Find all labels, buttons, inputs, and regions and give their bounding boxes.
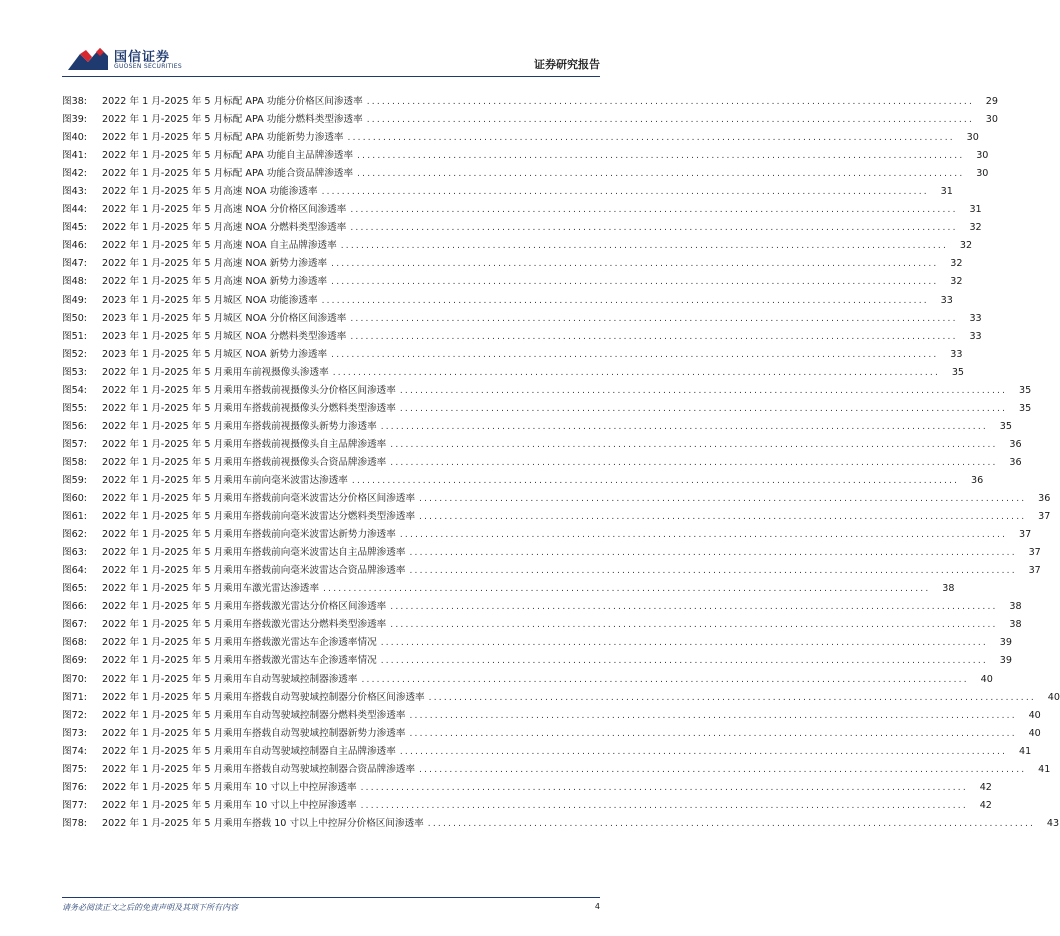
toc-entry[interactable] bbox=[62, 815, 1060, 833]
toc-figure-title: 2022 年 1 月-2025 年 5 月乘用车前视摄像头渗透率 bbox=[102, 366, 329, 378]
toc-dot-leader: ........................................................................................................................ bbox=[332, 367, 941, 378]
toc-page-number: 30 bbox=[966, 132, 979, 144]
toc-figure-title: 2022 年 1 月-2025 年 5 月乘用车前向毫米波雷达渗透率 bbox=[102, 475, 348, 486]
toc-entry[interactable] bbox=[62, 328, 982, 346]
toc-figure-number: 图74: bbox=[62, 745, 88, 757]
toc-figure-number: 图52: bbox=[62, 348, 88, 360]
toc-dot-leader: ........................................................................................................................ bbox=[419, 512, 1027, 523]
toc-dot-leader: ........................................................................................................................ bbox=[350, 205, 958, 216]
toc-page-number: 40 bbox=[1028, 709, 1041, 721]
toc-page-number: 32 bbox=[969, 222, 982, 234]
toc-page-number: 36 bbox=[1009, 438, 1022, 450]
toc-page-number: 38 bbox=[942, 583, 955, 595]
toc-figure-number: 图46: bbox=[62, 240, 88, 252]
toc-entry[interactable] bbox=[62, 310, 982, 328]
toc-figure-title: 2022 年 1 月-2025 年 5 月高速 NOA 分价格区间渗透率 bbox=[102, 204, 347, 216]
toc-dot-leader: ........................................................................................................................ bbox=[409, 548, 1017, 559]
toc-figure-number: 图66: bbox=[62, 601, 88, 613]
toc-figure-title: 2022 年 1 月-2025 年 5 月标配 APA 功能新势力渗透率 bbox=[102, 132, 344, 144]
toc-dot-leader: ........................................................................................................................ bbox=[390, 602, 998, 613]
toc-dot-leader: ........................................................................................................................ bbox=[331, 259, 939, 270]
toc-figure-title: 2022 年 1 月-2025 年 5 月乘用车搭载激光雷达分价格区间渗透率 bbox=[102, 601, 387, 613]
toc-figure-title: 2022 年 1 月-2025 年 5 月乘用车搭载前视摄像头新势力渗透率 bbox=[102, 420, 377, 432]
toc-page-number: 31 bbox=[940, 186, 953, 198]
toc-dot-leader: ........................................................................................................................ bbox=[350, 313, 958, 324]
toc-page-number: 36 bbox=[1009, 456, 1022, 468]
toc-page-number: 37 bbox=[1028, 547, 1041, 559]
toc-page-number: 33 bbox=[969, 330, 982, 342]
toc-entry[interactable] bbox=[62, 292, 953, 310]
toc-dot-leader: ........................................................................................................................ bbox=[323, 584, 931, 595]
toc-entry[interactable] bbox=[62, 562, 1041, 580]
toc-entry[interactable] bbox=[62, 616, 1022, 634]
toc-figure-title: 2022 年 1 月-2025 年 5 月乘用车搭载前向毫米波雷达分价格区间渗透率 bbox=[102, 493, 416, 505]
toc-entry[interactable] bbox=[62, 472, 984, 490]
toc-figure-title: 2022 年 1 月-2025 年 5 月乘用车搭载 10 寸以上中控屏分价格区间渗透率 bbox=[102, 817, 424, 829]
toc-dot-leader: ........................................................................................................................ bbox=[399, 746, 1008, 757]
toc-page-number: 38 bbox=[1009, 619, 1022, 631]
toc-figure-number: 图53: bbox=[62, 366, 88, 378]
toc-figure-title: 2022 年 1 月-2025 年 5 月标配 APA 功能合资品牌渗透率 bbox=[102, 168, 354, 180]
toc-figure-title: 2022 年 1 月-2025 年 5 月高速 NOA 新势力渗透率 bbox=[102, 276, 328, 288]
toc-figure-number: 图40: bbox=[62, 132, 88, 144]
toc-figure-number: 图72: bbox=[62, 709, 88, 721]
toc-figure-number: 图77: bbox=[62, 799, 88, 811]
toc-figure-number: 图73: bbox=[62, 727, 88, 739]
toc-figure-title: 2023 年 1 月-2025 年 5 月城区 NOA 分价格区间渗透率 bbox=[102, 312, 347, 324]
toc-figure-number: 图51: bbox=[62, 330, 88, 342]
toc-entry[interactable] bbox=[62, 364, 965, 382]
toc-figure-title: 2022 年 1 月-2025 年 5 月乘用车 10 寸以上中控屏渗透率 bbox=[102, 781, 357, 793]
toc-figure-number: 图38: bbox=[62, 96, 88, 108]
toc-figure-title: 2022 年 1 月-2025 年 5 月标配 APA 功能自主品牌渗透率 bbox=[102, 150, 354, 162]
toc-figure-title: 2022 年 1 月-2025 年 5 月乘用车搭载前视摄像头合资品牌渗透率 bbox=[102, 456, 387, 468]
toc-dot-leader: ........................................................................................................................ bbox=[390, 439, 998, 450]
toc-figure-title: 2022 年 1 月-2025 年 5 月乘用车 10 寸以上中控屏渗透率 bbox=[102, 799, 357, 811]
toc-dot-leader: ........................................................................................................................ bbox=[366, 97, 975, 108]
toc-figure-title: 2022 年 1 月-2025 年 5 月乘用车搭载前向毫米波雷达合资品牌渗透率 bbox=[102, 565, 406, 577]
toc-entry[interactable] bbox=[62, 346, 963, 364]
toc-dot-leader: ........................................................................................................................ bbox=[399, 403, 1008, 414]
toc-entry[interactable] bbox=[62, 544, 1041, 562]
toc-dot-leader: ........................................................................................................................ bbox=[419, 764, 1027, 775]
toc-figure-number: 图42: bbox=[62, 168, 88, 180]
toc-page-number: 33 bbox=[969, 312, 982, 324]
toc-page-number: 40 bbox=[1028, 727, 1041, 739]
toc-dot-leader: ........................................................................................................................ bbox=[380, 656, 988, 667]
toc-figure-title: 2022 年 1 月-2025 年 5 月标配 APA 功能分燃料类型渗透率 bbox=[102, 114, 363, 126]
toc-figure-number: 图64: bbox=[62, 565, 88, 577]
toc-entry[interactable] bbox=[62, 382, 1032, 400]
toc-dot-leader: ........................................................................................................................ bbox=[321, 295, 929, 306]
toc-dot-leader: ........................................................................................................................ bbox=[380, 638, 988, 649]
toc-figure-number: 图70: bbox=[62, 673, 88, 685]
toc-dot-leader: ........................................................................................................................ bbox=[357, 151, 965, 162]
toc-page-number: 32 bbox=[959, 240, 973, 252]
toc-entry[interactable] bbox=[62, 237, 973, 255]
toc-figure-number: 图62: bbox=[62, 529, 88, 541]
toc-page-number: 29 bbox=[985, 96, 999, 108]
toc-figure-number: 图57: bbox=[62, 438, 88, 450]
toc-entry[interactable] bbox=[62, 634, 1012, 652]
toc-page-number: 43 bbox=[1046, 817, 1060, 829]
toc-dot-leader: ........................................................................................................................ bbox=[419, 494, 1027, 505]
toc-figure-number: 图61: bbox=[62, 511, 88, 523]
page-header bbox=[0, 0, 662, 80]
toc-page-number: 41 bbox=[1018, 745, 1032, 757]
toc-page-number: 36 bbox=[971, 475, 984, 486]
toc-dot-leader: ........................................................................................................................ bbox=[360, 800, 968, 811]
toc-figure-number: 图59: bbox=[62, 475, 88, 486]
toc-dot-leader: ........................................................................................................................ bbox=[366, 115, 975, 126]
footer-disclaimer: 请务必阅读正文之后的免责声明及其项下所有内容 bbox=[62, 903, 238, 912]
toc-figure-number: 图75: bbox=[62, 763, 88, 775]
toc-figure-title: 2022 年 1 月-2025 年 5 月乘用车搭载前视摄像头自主品牌渗透率 bbox=[102, 438, 387, 450]
toc-entry[interactable] bbox=[62, 93, 999, 111]
toc-dot-leader: ........................................................................................................................ bbox=[360, 782, 968, 793]
toc-figure-title: 2022 年 1 月-2025 年 5 月高速 NOA 功能渗透率 bbox=[102, 186, 318, 198]
toc-entry[interactable] bbox=[62, 490, 1051, 508]
toc-dot-leader: ........................................................................................................................ bbox=[350, 223, 958, 234]
toc-entry[interactable] bbox=[62, 671, 993, 689]
toc-page-number: 37 bbox=[1028, 565, 1041, 577]
toc-figure-number: 图63: bbox=[62, 547, 88, 559]
toc-entry[interactable] bbox=[62, 273, 963, 291]
toc-entry[interactable] bbox=[62, 111, 999, 129]
toc-entry[interactable] bbox=[62, 508, 1051, 526]
toc-dot-leader: ........................................................................................................................ bbox=[347, 133, 955, 144]
toc-entry[interactable] bbox=[62, 436, 1022, 454]
toc-entry[interactable] bbox=[62, 183, 953, 201]
toc-figure-number: 图43: bbox=[62, 186, 88, 198]
toc-figure-number: 图69: bbox=[62, 655, 88, 667]
toc-figure-number: 图47: bbox=[62, 258, 88, 270]
toc-page-number: 40 bbox=[980, 673, 993, 685]
toc-figure-title: 2022 年 1 月-2025 年 5 月乘用车自动驾驶域控制器渗透率 bbox=[102, 673, 358, 685]
toc-figure-title: 2022 年 1 月-2025 年 5 月乘用车搭载前视摄像头分价格区间渗透率 bbox=[102, 384, 396, 396]
toc-entry[interactable] bbox=[62, 779, 992, 797]
toc-page-number: 39 bbox=[999, 655, 1012, 667]
toc-figure-title: 2022 年 1 月-2025 年 5 月乘用车搭载自动驾驶域控制器合资品牌渗透率 bbox=[102, 763, 416, 775]
toc-dot-leader: ........................................................................................................................ bbox=[351, 476, 960, 486]
toc-page-number: 36 bbox=[1038, 493, 1051, 505]
toc-page-number: 42 bbox=[979, 781, 992, 793]
toc-page-number: 42 bbox=[979, 799, 992, 811]
toc-entry[interactable] bbox=[62, 725, 1041, 743]
toc-figure-number: 图65: bbox=[62, 583, 88, 595]
toc-entry[interactable] bbox=[62, 201, 982, 219]
toc-figure-number: 图44: bbox=[62, 204, 88, 216]
toc-figure-title: 2022 年 1 月-2025 年 5 月标配 APA 功能分价格区间渗透率 bbox=[102, 96, 363, 108]
toc-figure-title: 2022 年 1 月-2025 年 5 月乘用车搭载前向毫米波雷达自主品牌渗透率 bbox=[102, 547, 406, 559]
toc-figure-number: 图55: bbox=[62, 402, 88, 414]
toc-page-number: 39 bbox=[999, 637, 1012, 649]
toc-dot-leader: ........................................................................................................................ bbox=[427, 818, 1036, 829]
toc-figure-title: 2022 年 1 月-2025 年 5 月乘用车自动驾驶域控制器自主品牌渗透率 bbox=[102, 745, 396, 757]
toc-figure-title: 2022 年 1 月-2025 年 5 月乘用车搭载激光雷达车企渗透率情况 bbox=[102, 655, 377, 667]
toc-page-number: 32 bbox=[950, 258, 963, 270]
toc-dot-leader: ........................................................................................................................ bbox=[428, 692, 1036, 703]
toc-entry[interactable] bbox=[62, 797, 992, 815]
toc-dot-leader: ........................................................................................................................ bbox=[357, 169, 965, 180]
toc-figure-title: 2023 年 1 月-2025 年 5 月城区 NOA 新势力渗透率 bbox=[102, 348, 328, 360]
toc-figure-title: 2022 年 1 月-2025 年 5 月乘用车搭载前向毫米波雷达新势力渗透率 bbox=[102, 529, 396, 541]
toc-figure-number: 图41: bbox=[62, 150, 88, 162]
toc-dot-leader: ........................................................................................................................ bbox=[390, 457, 998, 468]
toc-page-number: 35 bbox=[951, 366, 965, 378]
toc-figure-title: 2022 年 1 月-2025 年 5 月高速 NOA 分燃料类型渗透率 bbox=[102, 222, 347, 234]
toc-dot-leader: ........................................................................................................................ bbox=[340, 241, 949, 252]
footer-divider bbox=[62, 897, 600, 898]
toc-entry[interactable] bbox=[62, 743, 1032, 761]
toc-page-number: 35 bbox=[999, 420, 1012, 432]
toc-dot-leader: ........................................................................................................................ bbox=[409, 710, 1017, 721]
toc-entry[interactable] bbox=[62, 255, 963, 273]
toc-figure-number: 图68: bbox=[62, 637, 88, 649]
toc-figure-number: 图58: bbox=[62, 456, 88, 468]
toc-page-number: 30 bbox=[985, 114, 999, 126]
toc-figure-title: 2022 年 1 月-2025 年 5 月乘用车搭载前向毫米波雷达分燃料类型渗透率 bbox=[102, 511, 416, 523]
toc-figure-number: 图54: bbox=[62, 384, 88, 396]
toc-figure-number: 图56: bbox=[62, 420, 88, 432]
toc-page-number: 41 bbox=[1038, 763, 1051, 775]
toc-entry[interactable] bbox=[62, 652, 1012, 670]
toc-figure-title: 2023 年 1 月-2025 年 5 月城区 NOA 分燃料类型渗透率 bbox=[102, 330, 347, 342]
toc-page-number: 30 bbox=[976, 150, 989, 162]
toc-figure-number: 图67: bbox=[62, 619, 88, 631]
toc-entry[interactable] bbox=[62, 707, 1041, 725]
guosen-logo-icon bbox=[66, 44, 110, 74]
toc-dot-leader: ........................................................................................................................ bbox=[399, 385, 1008, 396]
toc-entry[interactable] bbox=[62, 418, 1012, 436]
toc-dot-leader: ........................................................................................................................ bbox=[331, 349, 939, 360]
toc-figure-number: 图50: bbox=[62, 312, 88, 324]
toc-entry[interactable] bbox=[62, 526, 1032, 544]
figure-list bbox=[62, 93, 1060, 833]
toc-dot-leader: ........................................................................................................................ bbox=[361, 674, 969, 685]
toc-figure-number: 图78: bbox=[62, 817, 88, 829]
toc-dot-leader: ........................................................................................................................ bbox=[380, 421, 988, 432]
header-divider bbox=[62, 76, 600, 77]
toc-page-number: 32 bbox=[950, 276, 963, 288]
toc-figure-title: 2023 年 1 月-2025 年 5 月城区 NOA 功能渗透率 bbox=[102, 294, 318, 306]
toc-page-number: 38 bbox=[1009, 601, 1022, 613]
toc-figure-title: 2022 年 1 月-2025 年 5 月乘用车搭载激光雷达车企渗透率情况 bbox=[102, 637, 377, 649]
toc-dot-leader: ........................................................................................................................ bbox=[390, 620, 998, 631]
toc-entry[interactable] bbox=[62, 165, 989, 183]
logo-subtext: GUOSEN SECURITIES bbox=[114, 63, 183, 70]
toc-dot-leader: ........................................................................................................................ bbox=[399, 530, 1008, 541]
toc-figure-title: 2022 年 1 月-2025 年 5 月乘用车搭载激光雷达分燃料类型渗透率 bbox=[102, 619, 387, 631]
logo-text: 国信证券 bbox=[114, 50, 171, 65]
toc-figure-number: 图76: bbox=[62, 781, 88, 793]
toc-figure-title: 2022 年 1 月-2025 年 5 月乘用车激光雷达渗透率 bbox=[102, 583, 320, 595]
toc-entry[interactable] bbox=[62, 580, 955, 598]
toc-figure-number: 图71: bbox=[62, 691, 88, 703]
toc-figure-number: 图45: bbox=[62, 222, 88, 234]
page-number: 4 bbox=[594, 902, 600, 911]
toc-page-number: 33 bbox=[940, 294, 953, 306]
toc-page-number: 30 bbox=[976, 168, 989, 180]
guosen-logo bbox=[66, 44, 186, 76]
toc-figure-number: 图60: bbox=[62, 493, 88, 505]
toc-dot-leader: ........................................................................................................................ bbox=[321, 187, 929, 198]
toc-entry[interactable] bbox=[62, 689, 1060, 707]
toc-entry[interactable] bbox=[62, 598, 1022, 616]
toc-figure-title: 2022 年 1 月-2025 年 5 月乘用车搭载自动驾驶域控制器新势力渗透率 bbox=[102, 727, 406, 739]
toc-entry[interactable] bbox=[62, 400, 1032, 418]
toc-entry[interactable] bbox=[62, 454, 1022, 472]
toc-dot-leader: ........................................................................................................................ bbox=[331, 277, 939, 288]
toc-figure-title: 2022 年 1 月-2025 年 5 月乘用车搭载前视摄像头分燃料类型渗透率 bbox=[102, 402, 396, 414]
toc-figure-number: 图49: bbox=[62, 294, 88, 306]
toc-figure-title: 2022 年 1 月-2025 年 5 月乘用车自动驾驶域控制器分燃料类型渗透率 bbox=[102, 709, 406, 721]
toc-page-number: 31 bbox=[969, 204, 982, 216]
report-type-label: 证券研究报告 bbox=[534, 58, 600, 71]
toc-figure-title: 2022 年 1 月-2025 年 5 月乘用车搭载自动驾驶域控制器分价格区间渗透率 bbox=[102, 691, 425, 703]
toc-page-number: 35 bbox=[1018, 402, 1032, 414]
toc-entry[interactable] bbox=[62, 219, 982, 237]
toc-page-number: 35 bbox=[1018, 384, 1032, 396]
toc-dot-leader: ........................................................................................................................ bbox=[409, 728, 1017, 739]
toc-figure-title: 2022 年 1 月-2025 年 5 月高速 NOA 自主品牌渗透率 bbox=[102, 240, 337, 252]
toc-entry[interactable] bbox=[62, 147, 989, 165]
toc-figure-title: 2022 年 1 月-2025 年 5 月高速 NOA 新势力渗透率 bbox=[102, 258, 328, 270]
toc-dot-leader: ........................................................................................................................ bbox=[350, 331, 958, 342]
toc-figure-number: 图48: bbox=[62, 276, 88, 288]
toc-page-number: 40 bbox=[1047, 691, 1060, 703]
toc-page-number: 33 bbox=[950, 348, 963, 360]
toc-figure-number: 图39: bbox=[62, 114, 88, 126]
toc-page-number: 37 bbox=[1038, 511, 1051, 523]
toc-entry[interactable] bbox=[62, 129, 979, 147]
toc-entry[interactable] bbox=[62, 761, 1051, 779]
toc-dot-leader: ........................................................................................................................ bbox=[409, 566, 1017, 577]
toc-page-number: 37 bbox=[1018, 529, 1032, 541]
